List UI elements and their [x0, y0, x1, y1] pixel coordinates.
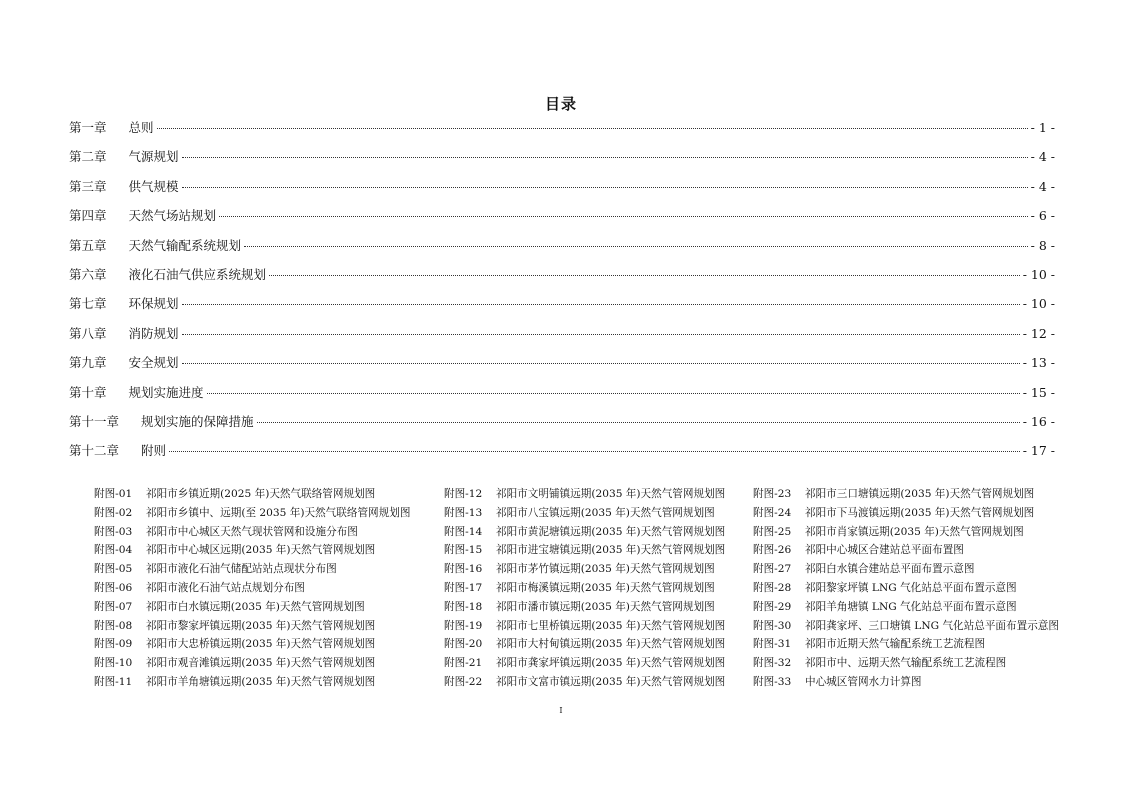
toc-chapter-title: 附则 [141, 443, 167, 459]
figure-item [753, 674, 1059, 693]
figure-title: 祁阳市中心城区天然气现状管网和设施分布图 [146, 525, 358, 538]
figure-title: 祁阳市中心城区远期(2035 年)天然气管网规划图 [146, 544, 376, 557]
page-number: I [559, 706, 563, 715]
figure-item [753, 580, 1059, 599]
figure-number: 附图-09 [94, 638, 133, 651]
figure-title: 祁阳市茅竹镇远期(2035 年)天然气管网规划图 [496, 563, 715, 576]
figure-title: 祁阳市羊角塘镇远期(2035 年)天然气管网规划图 [146, 675, 376, 688]
figure-number: 附图-32 [753, 657, 792, 670]
figure-number: 附图-19 [444, 619, 483, 632]
figure-title: 祁阳市乡镇中、远期(至 2035 年)天然气联络管网规划图 [146, 506, 411, 519]
figure-item [753, 524, 1059, 543]
figure-title: 祁阳市下马渡镇远期(2035 年)天然气管网规划图 [805, 506, 1035, 519]
figure-number: 附图-12 [444, 488, 483, 500]
figure-title: 祁阳市大村甸镇远期(2035 年)天然气管网规划图 [496, 638, 726, 651]
figure-title: 祁阳市潘市镇远期(2035 年)天然气管网规划图 [496, 600, 715, 613]
toc-chapter-title: 环保规划 [128, 296, 179, 312]
toc-chapter-label: 第七章 [69, 296, 107, 312]
figure-number: 附图-22 [444, 675, 483, 688]
figure-title: 祁阳市液化石油气站点规划分布图 [146, 581, 305, 594]
figure-item [753, 561, 1059, 580]
toc-chapter-title: 总则 [128, 120, 154, 135]
figure-title: 中心城区管网水力计算图 [805, 675, 922, 688]
figure-item [753, 542, 1059, 561]
figure-number: 附图-03 [94, 525, 133, 538]
toc-chapter-label: 第十章 [69, 384, 107, 400]
toc-chapter-title: 气源规划 [128, 149, 179, 165]
figure-title: 祁阳市液化石油气储配站站点现状分布图 [146, 563, 337, 576]
toc-leader-dots [182, 187, 1028, 188]
figure-column-3 [753, 486, 1059, 693]
toc-entry[interactable] [69, 383, 1055, 412]
toc-chapter-label: 第二章 [69, 149, 107, 165]
figure-title: 祁阳羊角塘镇 LNG 气化站总平面布置示意图 [805, 600, 1017, 613]
toc-chapter-title: 液化石油气供应系统规划 [128, 266, 267, 282]
toc-leader-dots [182, 157, 1028, 158]
figure-number: 附图-23 [753, 488, 792, 500]
figure-item [94, 599, 410, 618]
figure-item [444, 580, 725, 599]
toc-entry[interactable] [69, 353, 1055, 382]
toc-entry[interactable] [69, 206, 1055, 235]
toc-page-number: - 12 - [1022, 325, 1055, 341]
figure-number: 附图-24 [753, 506, 792, 519]
figure-number: 附图-21 [444, 657, 483, 670]
figure-title: 祁阳市文富市镇远期(2035 年)天然气管网规划图 [496, 675, 726, 688]
toc-chapter-label: 第九章 [69, 355, 107, 371]
figure-number: 附图-33 [753, 675, 792, 688]
toc-chapter-label: 第三章 [69, 178, 107, 194]
figure-item [444, 618, 725, 637]
figure-number: 附图-07 [94, 600, 133, 613]
figure-title: 祁阳市黄泥塘镇远期(2035 年)天然气管网规划图 [496, 525, 726, 538]
figure-number: 附图-30 [753, 619, 792, 632]
figure-item [94, 580, 410, 599]
toc-leader-dots [157, 128, 1028, 129]
figure-item [94, 486, 410, 505]
toc-chapter-title: 供气规模 [128, 178, 179, 194]
toc-chapter-label: 第四章 [69, 208, 107, 224]
figure-number: 附图-25 [753, 525, 792, 538]
figure-number: 附图-05 [94, 563, 133, 576]
toc-chapter-label: 第十一章 [69, 413, 120, 429]
figure-item [94, 542, 410, 561]
figure-item [444, 599, 725, 618]
figure-number: 附图-08 [94, 619, 133, 632]
figure-title: 祁阳市中、远期天然气输配系统工艺流程图 [805, 657, 1007, 670]
toc-entry[interactable] [69, 147, 1055, 176]
figure-item [94, 636, 410, 655]
figure-item [753, 599, 1059, 618]
figure-title: 祁阳市近期天然气输配系统工艺流程图 [805, 638, 986, 651]
figure-title: 祁阳黎家坪镇 LNG 气化站总平面布置示意图 [805, 581, 1017, 594]
toc-page-number: - 4 - [1030, 149, 1055, 165]
figure-title: 祁阳白水镇合建站总平面布置示意图 [805, 563, 975, 576]
figure-title: 祁阳市进宝塘镇远期(2035 年)天然气管网规划图 [496, 544, 726, 557]
toc-page-number: - 6 - [1030, 208, 1055, 224]
figure-item [753, 486, 1059, 505]
toc-entry[interactable] [69, 236, 1055, 265]
figure-item [444, 674, 725, 693]
toc-page-number: - 8 - [1030, 237, 1055, 253]
toc-entry[interactable] [69, 294, 1055, 323]
figure-number: 附图-10 [94, 657, 133, 670]
toc-page-number: - 1 - [1030, 120, 1055, 135]
figure-number: 附图-17 [444, 581, 483, 594]
figure-number: 附图-31 [753, 638, 792, 651]
figure-item [94, 655, 410, 674]
toc-page-number: - 10 - [1022, 266, 1055, 282]
toc-leader-dots [169, 451, 1020, 452]
toc-chapter-title: 规划实施的保障措施 [141, 413, 254, 429]
toc-entry[interactable] [69, 118, 1055, 147]
figure-number: 附图-02 [94, 506, 133, 519]
figure-number: 附图-29 [753, 600, 792, 613]
figure-number: 附图-20 [444, 638, 483, 651]
figure-title: 祁阳市乡镇近期(2025 年)天然气联络管网规划图 [146, 488, 376, 500]
figure-number: 附图-11 [94, 675, 133, 688]
figure-title: 祁阳中心城区合建站总平面布置图 [805, 544, 964, 557]
figure-item [444, 505, 725, 524]
toc-leader-dots [257, 422, 1020, 423]
figure-number: 附图-13 [444, 506, 483, 519]
figure-number: 附图-16 [444, 563, 483, 576]
toc-page-number: - 15 - [1022, 384, 1055, 400]
toc-chapter-label: 第五章 [69, 237, 107, 253]
figure-number: 附图-27 [753, 563, 792, 576]
figure-item [94, 561, 410, 580]
figure-title: 祁阳市龚家坪镇远期(2035 年)天然气管网规划图 [496, 657, 726, 670]
toc-leader-dots [182, 363, 1020, 364]
toc-chapter-title: 规划实施进度 [128, 384, 204, 400]
figure-item [94, 505, 410, 524]
toc-page-number: - 4 - [1030, 178, 1055, 194]
figure-number: 附图-04 [94, 544, 133, 557]
figure-item [94, 618, 410, 637]
figure-title: 祁阳市三口塘镇远期(2035 年)天然气管网规划图 [805, 488, 1035, 500]
toc-chapter-title: 消防规划 [128, 325, 179, 341]
figure-number: 附图-28 [753, 581, 792, 594]
table-of-contents [69, 118, 1055, 471]
figure-item [753, 618, 1059, 637]
toc-entry[interactable] [69, 265, 1055, 294]
figure-number: 附图-15 [444, 544, 483, 557]
figure-item [444, 524, 725, 543]
figure-item [753, 655, 1059, 674]
figure-number: 附图-06 [94, 581, 133, 594]
figure-title: 祁阳龚家坪、三口塘镇 LNG 气化站总平面布置示意图 [805, 619, 1059, 632]
figure-column-1 [94, 486, 410, 693]
figure-item [444, 486, 725, 505]
toc-leader-dots [219, 216, 1028, 217]
figure-number: 附图-01 [94, 488, 133, 500]
toc-leader-dots [207, 393, 1020, 394]
figure-item [444, 542, 725, 561]
figure-item [444, 636, 725, 655]
toc-entry[interactable] [69, 324, 1055, 353]
figure-title: 祁阳市肖家镇远期(2035 年)天然气管网规划图 [805, 525, 1024, 538]
toc-page-number: - 16 - [1022, 413, 1055, 429]
toc-entry[interactable] [69, 441, 1055, 470]
figure-item [94, 674, 410, 693]
figure-number: 附图-26 [753, 544, 792, 557]
figure-item [444, 561, 725, 580]
figure-title: 祁阳市黎家坪镇远期(2035 年)天然气管网规划图 [146, 619, 376, 632]
figure-title: 祁阳市梅溪镇远期(2035 年)天然气管网规划图 [496, 581, 715, 594]
toc-chapter-label: 第六章 [69, 266, 107, 282]
toc-entry[interactable] [69, 177, 1055, 206]
toc-page-number: - 10 - [1022, 296, 1055, 312]
figure-item [444, 655, 725, 674]
figure-title: 祁阳市八宝镇远期(2035 年)天然气管网规划图 [496, 506, 715, 519]
figure-title: 祁阳市七里桥镇远期(2035 年)天然气管网规划图 [496, 619, 726, 632]
figure-item [94, 524, 410, 543]
page-title: 目录 [544, 95, 577, 113]
toc-chapter-title: 天然气场站规划 [128, 208, 217, 224]
toc-page-number: - 13 - [1022, 355, 1055, 371]
toc-leader-dots [244, 246, 1028, 247]
figure-number: 附图-14 [444, 525, 483, 538]
toc-leader-dots [182, 304, 1020, 305]
toc-entry[interactable] [69, 412, 1055, 441]
toc-chapter-label: 第一章 [69, 120, 107, 135]
figure-column-2 [444, 486, 725, 693]
figure-title: 祁阳市文明铺镇远期(2035 年)天然气管网规划图 [496, 488, 726, 500]
toc-chapter-label: 第十二章 [69, 443, 120, 459]
figure-item [753, 505, 1059, 524]
toc-page-number: - 17 - [1022, 443, 1055, 459]
figure-title: 祁阳市观音滩镇远期(2035 年)天然气管网规划图 [146, 657, 376, 670]
toc-chapter-title: 天然气输配系统规划 [128, 237, 242, 253]
figure-title: 祁阳市大忠桥镇远期(2035 年)天然气管网规划图 [146, 638, 376, 651]
figure-number: 附图-18 [444, 600, 483, 613]
figure-item [753, 636, 1059, 655]
figure-title: 祁阳市白水镇远期(2035 年)天然气管网规划图 [146, 600, 365, 613]
toc-leader-dots [269, 275, 1020, 276]
toc-leader-dots [182, 334, 1020, 335]
toc-chapter-label: 第八章 [69, 325, 107, 341]
toc-chapter-title: 安全规划 [128, 355, 179, 371]
